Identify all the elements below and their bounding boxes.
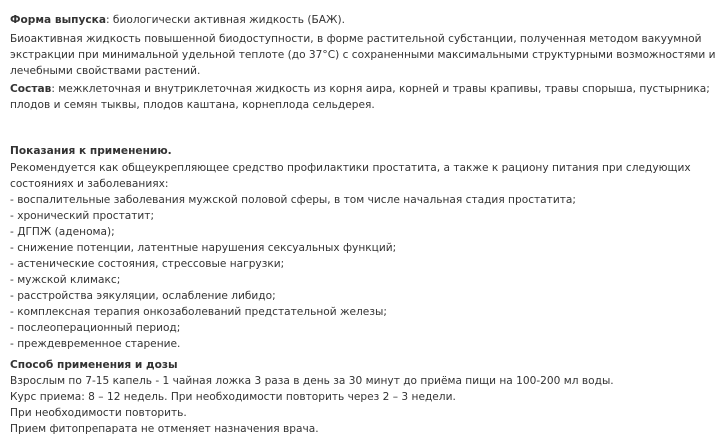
release-form-line [10, 12, 636, 28]
indication-item: - воспалительные заболевания мужской половой сферы, в том числе начальная стадия простатита; [10, 194, 576, 206]
indication-item: - комплексная терапия онкозаболеваний предстательной железы; [10, 306, 387, 318]
composition-line-2: плодов и семян тыквы, плодов каштана, корнеплода сельдерея. [10, 99, 375, 111]
dosage-line-4: Прием фитопрепарата не отменяет назначения врача. [10, 423, 319, 435]
composition-line [10, 81, 710, 97]
release-form-desc-3: лечебными свойствами растений. [10, 65, 201, 77]
dosage-line-2: Курс приема: 8 – 12 недель. При необходимости повторить через 2 – 3 недели. [10, 391, 456, 403]
indication-item: - преждевременное старение. [10, 338, 181, 350]
indications-intro-2: состояниях и заболеваниях: [10, 178, 169, 190]
release-form-desc-1: Биоактивная жидкость повышенной биодоступности, в форме растительной субстанции, полученная методом вакуумной [10, 33, 702, 45]
indication-item: - мужской климакс; [10, 274, 121, 286]
indications-intro-1: Рекомендуется как общеукрепляющее средство профилактики простатита, а также к рациону питания при следующих [10, 162, 691, 174]
dosage-title: Способ применения и дозы [10, 359, 178, 371]
dosage-line-1: Взрослым по 7-15 капель - 1 чайная ложка 3 раза в день за 30 минут до приёма пищи на 100-200 мл воды. [10, 375, 614, 387]
composition-label: Состав [10, 83, 52, 95]
indication-item: - расстройства эякуляции, ослабление либидо; [10, 290, 276, 302]
release-form-value: : биологически активная жидкость (БАЖ). [106, 14, 345, 26]
indication-item: - послеоперационный период; [10, 322, 181, 334]
indication-item: - астенические состояния, стрессовые нагрузки; [10, 258, 285, 270]
indication-item: - ДГПЖ (аденома); [10, 226, 115, 238]
indication-item: - снижение потенции, латентные нарушения сексуальных функций; [10, 242, 397, 254]
indications-title: Показания к применению. [10, 145, 172, 157]
composition-text: : межклеточная и внутриклеточная жидкость из корня аира, корней и травы крапивы, травы спорыша, пустырника; [51, 83, 710, 95]
indication-item: - хронический простатит; [10, 210, 155, 222]
release-form-label: Форма выпуска [10, 14, 106, 26]
dosage-line-3: При необходимости повторить. [10, 407, 187, 419]
release-form-desc-2: экстракции при минимальной удельной теплоте (до 37°С) с сохраненными максимальными структурными возможностями и [10, 49, 716, 61]
